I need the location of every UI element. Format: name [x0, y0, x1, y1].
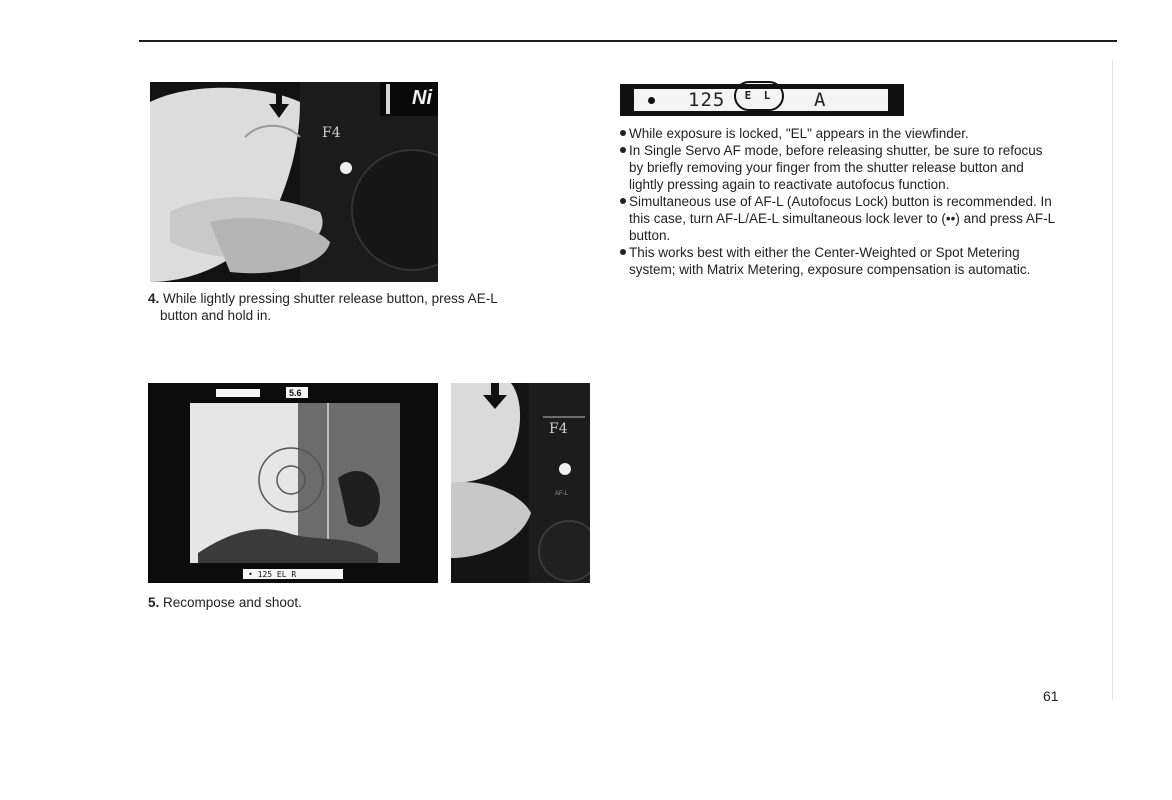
- figure-5-viewfinder-illustration: [148, 383, 438, 583]
- page-edge-line: [1112, 60, 1113, 700]
- figure-4-photo: [150, 82, 438, 282]
- figure-5-camera-illustration: [451, 383, 590, 583]
- header-rule: [139, 40, 1117, 42]
- note-item: This works best with either the Center-Weighted or Spot Metering system; with Matrix Metering, exposure compensation is automatic.: [620, 244, 1060, 278]
- step-4-caption: [148, 290, 568, 324]
- step-5-text: Recompose and shoot.: [163, 595, 302, 610]
- camera-lever-label: AF-L: [555, 491, 569, 497]
- note-item: Simultaneous use of AF-L (Autofocus Lock) button is recommended. In this case, turn AF-L/AE-L simultaneous lock lever to (••) and press AF-L button.: [620, 193, 1060, 244]
- viewfinder-display-panel: [634, 89, 888, 111]
- model-badge-text: F4: [322, 125, 341, 141]
- figure-5-camera-photo: [451, 383, 590, 583]
- camera-brand-text: Ni: [412, 87, 432, 109]
- shutter-speed-readout: 125: [688, 89, 726, 111]
- step-4-number: 4.: [148, 291, 160, 306]
- viewfinder-aperture-text: 5.6: [289, 388, 302, 398]
- figure-5-viewfinder-photo: [148, 383, 438, 583]
- viewfinder-bottom-readout: • 125 EL R: [248, 570, 297, 579]
- figure-4-illustration: [150, 82, 438, 282]
- step-4-line-2: button and hold in.: [160, 308, 272, 323]
- step-4-line-1: While lightly pressing shutter release button, press AE-L: [163, 291, 498, 306]
- exposure-mode-readout: A: [814, 89, 826, 111]
- note-item: While exposure is locked, "EL" appears in the viewfinder.: [620, 125, 1060, 142]
- step-5-caption: [148, 594, 448, 611]
- step-5-number: 5.: [148, 595, 160, 610]
- note-item: In Single Servo AF mode, before releasing shutter, be sure to refocus by briefly removing your finger from the shutter release button and lightly pressing again to reactivate autofocus function.: [620, 142, 1060, 193]
- viewfinder-display-strip: [620, 84, 904, 116]
- page-number: 61: [1043, 688, 1059, 704]
- notes-list: [620, 125, 1060, 278]
- camera-model-badge: F4: [549, 421, 568, 437]
- exposure-lock-indicator: E L: [734, 81, 784, 111]
- focus-indicator-dot-icon: [648, 97, 655, 104]
